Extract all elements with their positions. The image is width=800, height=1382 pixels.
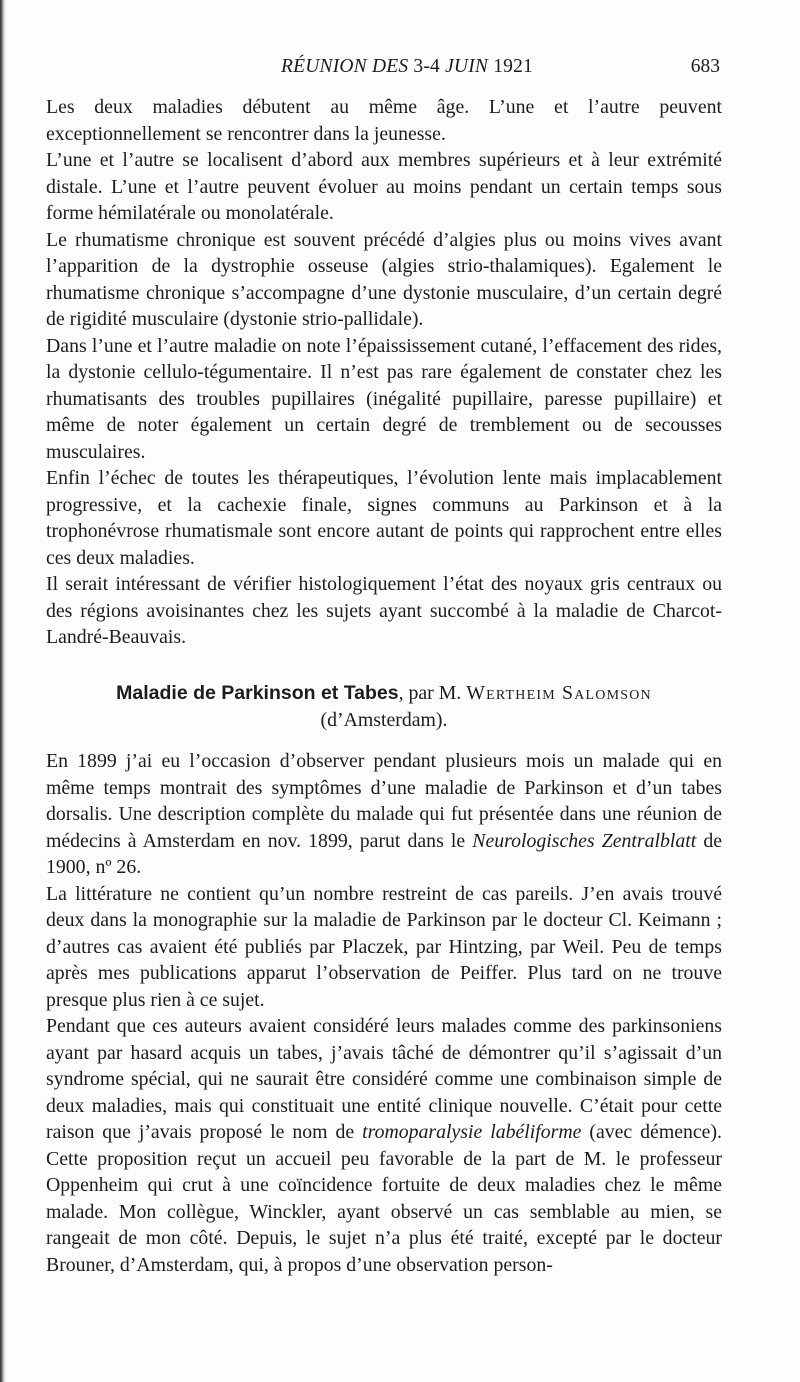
paragraph: La littérature ne contient qu’un nombre restreint de cas pareils. J’en avais trouvé deux dans la monographie sur la maladie de Parkinson par le docteur Cl. Keimann ; d’autres cas avaient été publiés par Placzek, par Hintzing, par Weil. Peu de temps après mes publications apparut l’observation de Peiffer. Plus tard on ne trouve presque plus rien à ce sujet. <box>46 882 722 1011</box>
running-title-month: JUIN <box>445 56 489 77</box>
paragraph: Enfin l’échec de toutes les thérapeutiques, l’évolution lente mais implacablement progressive, et la cachexie finale, signes communs au Parkinson et à la trophonévrose rhumatismale sont encore autant de points qui rapprochent entre elles ces deux maladies. <box>46 467 722 569</box>
paragraph-text: de 1900, nº 26. <box>46 829 723 878</box>
running-header <box>46 56 720 86</box>
article-affiliation: (d’Amsterdam). <box>320 709 448 731</box>
paragraph: Il serait intéressant de vérifier histologiquement l’état des noyaux gris centraux ou des régions avoisinantes chez les sujets ayant succombé à la maladie de Charcot-Landré-Beauvais. <box>46 573 722 648</box>
running-title-year: 1921 <box>493 56 533 77</box>
paragraph-text: En 1899 j’ai eu l’occasion d’observer pendant plusieurs mois un malade qui en même temps montrait des symptômes d’une maladie de Parkinson et d’un tabes dorsalis. Une description complète du malade qui fut présentée dans une réunion de médecins à Amsterdam en nov. 1899, parut dans le <box>46 750 722 852</box>
paragraph: Dans l’une et l’autre maladie on note l’épaississement cutané, l’effacement des rides, la dystonie cellulo-tégumentaire. Il n’est pas rare également de constater chez les rhumatisants des troubles pupillaires (inégalité pupillaire, paresse pupillaire) et même de noter également un certain degré de tremblement ou de secousses musculaires. <box>46 334 722 463</box>
paragraph <box>46 748 722 881</box>
paragraph: L’une et l’autre se localisent d’abord aux membres supérieurs et à leur extrémité distale. L’une et l’autre peuvent évoluer au moins pendant un certain temps sous forme hémilatérale ou monolatérale. <box>46 149 722 224</box>
page-number: 683 <box>690 56 720 77</box>
article-title-line <box>46 680 722 707</box>
running-title-days: 3-4 <box>413 56 440 77</box>
paragraph-text: Pendant que ces auteurs avaient considéré leurs malades comme des parkinsoniens ayant par hasard acquis un tabes, j’avais tâché de démontrer qu’il s’agissait d’un syndrome spécial, qui ne saurait être considéré comme une combinaison simple de deux maladies, mais qui constituait une entité clinique nouvelle. C’était pour cette raison que j’avais proposé le nom de <box>46 1015 722 1143</box>
article-heading <box>46 680 722 734</box>
article-byline: , par M. <box>398 682 462 704</box>
journal-title: Neurologisches Zentralblatt <box>472 829 697 852</box>
article-body <box>46 748 722 1278</box>
paragraph <box>46 1013 722 1278</box>
article-author: Wertheim Salomson <box>466 682 652 704</box>
article-title: Maladie de Parkinson et Tabes <box>116 682 399 704</box>
running-title <box>46 56 720 78</box>
proposed-term: tromoparalysie labéliforme <box>362 1121 582 1143</box>
paragraph: Le rhumatisme chronique est souvent précédé d’algies plus ou moins vives avant l’apparition de la dystrophie osseuse (algies strio-thalamiques). Egalement le rhumatisme chronique s’accompagne d’une dystonie musculaire, d’un certain degré de rigidité musculaire (dystonie strio-pallidale). <box>46 228 722 330</box>
running-title-text: RÉUNION DES <box>281 56 409 77</box>
paragraph: Les deux maladies débutent au même âge. L’une et l’autre peuvent exceptionnellement se rencontrer dans la jeunesse. <box>46 96 722 145</box>
section-body <box>46 94 722 651</box>
page-binding-edge <box>0 0 6 1382</box>
paragraph-text: (avec démence). Cette proposition reçut un accueil peu favorable de la part de M. le professeur Oppenheim qui crut à une coïncidence fortuite de deux maladies chez le même malade. Mon collègue, Winckler, ayant observé un cas semblable au mien, se rangeait de mon côté. Depuis, le sujet n’a plus été traité, excepté par le docteur Brouner, d’Amsterdam, qui, à propos d’une observation person- <box>46 1121 722 1276</box>
